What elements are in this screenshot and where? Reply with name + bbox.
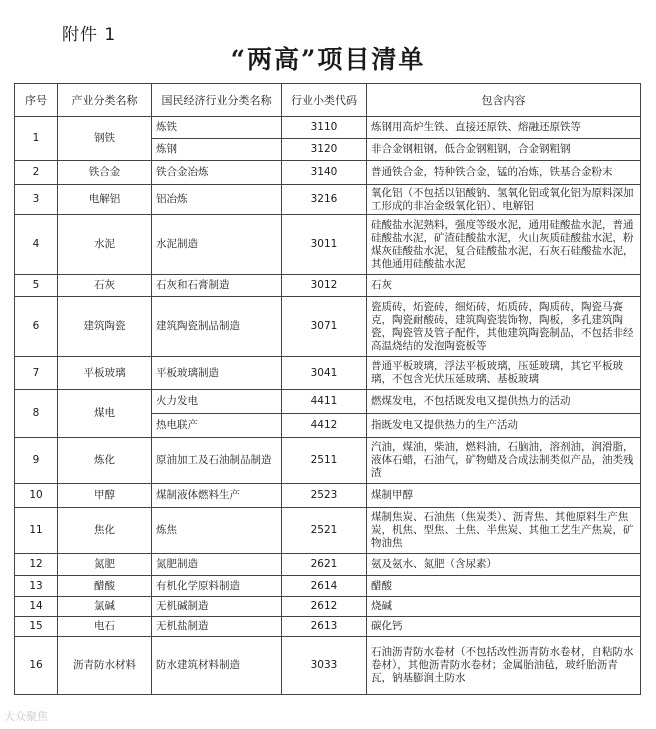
row-code: 3071 — [282, 297, 367, 357]
row-category: 电解铝 — [58, 185, 152, 215]
row-code: 2511 — [282, 438, 367, 484]
row-industry: 氮肥制造 — [152, 554, 282, 576]
row-number: 5 — [15, 275, 58, 297]
table-row — [15, 215, 641, 275]
row-industry: 水泥制造 — [152, 215, 282, 275]
row-number: 6 — [15, 297, 58, 357]
row-category: 沥青防水材料 — [58, 637, 152, 695]
row-category: 钢铁 — [58, 117, 152, 161]
column-header-content: 包含内容 — [367, 84, 641, 117]
row-category: 炼化 — [58, 438, 152, 484]
row-number: 12 — [15, 554, 58, 576]
row-code: 2612 — [282, 597, 367, 617]
row-content: 烧碱 — [367, 597, 641, 617]
row-code: 3012 — [282, 275, 367, 297]
row-number: 14 — [15, 597, 58, 617]
row-content: 非合金钢粗钢，低合金钢粗钢，合金钢粗钢 — [367, 139, 641, 161]
row-content: 汽油，煤油，柴油，燃料油，石脑油，溶剂油，润滑脂，液体石蜡，石油气，矿物蜡及合成法制类似产品，油类残渣 — [367, 438, 641, 484]
table-row — [15, 597, 641, 617]
row-industry: 防水建筑材料制造 — [152, 637, 282, 695]
row-category: 石灰 — [58, 275, 152, 297]
row-category: 氮肥 — [58, 554, 152, 576]
table-row — [15, 185, 641, 215]
row-number: 16 — [15, 637, 58, 695]
row-code: 2614 — [282, 576, 367, 597]
row-content: 普通平板玻璃，浮法平板玻璃，压延玻璃，其它平板玻璃，不包含光伏压延玻璃、基板玻璃 — [367, 357, 641, 390]
row-content: 氨及氨水、氮肥（含尿素） — [367, 554, 641, 576]
table-row — [15, 438, 641, 484]
column-header-industry: 国民经济行业分类名称 — [152, 84, 282, 117]
table-header-row — [15, 84, 641, 117]
table-row — [15, 275, 641, 297]
row-industry: 有机化学原料制造 — [152, 576, 282, 597]
row-code: 2621 — [282, 554, 367, 576]
row-code: 4412 — [282, 414, 367, 438]
table-row — [15, 637, 641, 695]
row-content: 石油沥青防水卷材（不包括改性沥青防水卷材，自粘防水卷材），其他沥青防水卷材；金属胎油毡，玻纤胎沥青瓦，钠基膨润土防水 — [367, 637, 641, 695]
table-row — [15, 297, 641, 357]
row-category: 铁合金 — [58, 161, 152, 185]
row-industry: 平板玻璃制造 — [152, 357, 282, 390]
row-content: 煤制甲醇 — [367, 484, 641, 508]
row-industry: 原油加工及石油制品制造 — [152, 438, 282, 484]
row-code: 3041 — [282, 357, 367, 390]
row-number: 3 — [15, 185, 58, 215]
row-content: 石灰 — [367, 275, 641, 297]
row-industry: 炼铁 — [152, 117, 282, 139]
row-code: 2613 — [282, 617, 367, 637]
row-number: 10 — [15, 484, 58, 508]
row-number: 9 — [15, 438, 58, 484]
watermark: 大众聚焦 — [4, 710, 48, 723]
row-number: 4 — [15, 215, 58, 275]
document-title: “两高”项目清单 — [230, 45, 426, 74]
row-content: 氧化铝（不包括以铝酸钠、氢氧化铝或氧化铝为原料深加工形成的非冶金级氧化铝）、电解铝 — [367, 185, 641, 215]
column-header-category: 产业分类名称 — [58, 84, 152, 117]
row-number: 8 — [15, 390, 58, 438]
row-industry: 炼钢 — [152, 139, 282, 161]
row-content: 煤制焦炭、石油焦（焦炭类）、沥青焦、其他原料生产焦炭，机焦、型焦、土焦、半焦炭、其他工艺生产焦炭，矿物油焦 — [367, 508, 641, 554]
row-content: 硅酸盐水泥熟料，强度等级水泥，通用硅酸盐水泥，普通硅酸盐水泥，矿渣硅酸盐水泥，火山灰质硅酸盐水泥，粉煤灰硅酸盐水泥，复合硅酸盐水泥，石灰石硅酸盐水泥，其他通用硅酸盐水泥 — [367, 215, 641, 275]
row-code: 3033 — [282, 637, 367, 695]
row-code: 2521 — [282, 508, 367, 554]
row-industry: 煤制液体燃料生产 — [152, 484, 282, 508]
row-content: 指既发电又提供热力的生产活动 — [367, 414, 641, 438]
row-code: 4411 — [282, 390, 367, 414]
row-industry: 火力发电 — [152, 390, 282, 414]
row-number: 15 — [15, 617, 58, 637]
row-category: 平板玻璃 — [58, 357, 152, 390]
row-industry: 炼焦 — [152, 508, 282, 554]
row-industry: 无机碱制造 — [152, 597, 282, 617]
column-header-code: 行业小类代码 — [282, 84, 367, 117]
row-industry: 石灰和石膏制造 — [152, 275, 282, 297]
row-content: 炼钢用高炉生铁、直接还原铁、熔融还原铁等 — [367, 117, 641, 139]
row-number: 2 — [15, 161, 58, 185]
row-category: 水泥 — [58, 215, 152, 275]
row-content: 普通铁合金，特种铁合金，锰的冶炼，铁基合金粉末 — [367, 161, 641, 185]
table-row — [15, 576, 641, 597]
row-category: 焦化 — [58, 508, 152, 554]
column-header-no: 序号 — [15, 84, 58, 117]
row-number: 13 — [15, 576, 58, 597]
table-row — [15, 554, 641, 576]
row-code: 3216 — [282, 185, 367, 215]
attachment-label: 附件 1 — [62, 25, 117, 45]
table-row — [15, 390, 641, 414]
row-number: 11 — [15, 508, 58, 554]
row-code: 3140 — [282, 161, 367, 185]
row-category: 电石 — [58, 617, 152, 637]
row-category: 醋酸 — [58, 576, 152, 597]
row-number: 1 — [15, 117, 58, 161]
row-industry: 热电联产 — [152, 414, 282, 438]
table-row — [15, 117, 641, 139]
row-code: 3110 — [282, 117, 367, 139]
row-number: 7 — [15, 357, 58, 390]
row-code: 2523 — [282, 484, 367, 508]
table-row — [15, 484, 641, 508]
row-content: 燃煤发电，不包括既发电又提供热力的活动 — [367, 390, 641, 414]
table-row — [15, 508, 641, 554]
project-list-table — [14, 83, 641, 695]
table-row — [15, 161, 641, 185]
row-code: 3011 — [282, 215, 367, 275]
row-category: 甲醇 — [58, 484, 152, 508]
row-industry: 建筑陶瓷制品制造 — [152, 297, 282, 357]
row-content: 碳化钙 — [367, 617, 641, 637]
row-industry: 铁合金冶炼 — [152, 161, 282, 185]
row-content: 醋酸 — [367, 576, 641, 597]
row-category: 煤电 — [58, 390, 152, 438]
row-category: 氯碱 — [58, 597, 152, 617]
table-row — [15, 617, 641, 637]
row-industry: 无机盐制造 — [152, 617, 282, 637]
row-category: 建筑陶瓷 — [58, 297, 152, 357]
row-industry: 铝冶炼 — [152, 185, 282, 215]
row-content: 瓷质砖，炻瓷砖，细炻砖，炻质砖，陶质砖，陶瓷马赛克，陶瓷耐酸砖，建筑陶瓷装饰物，陶板，多孔建筑陶瓷，陶瓷管及管子配件，其他建筑陶瓷制品，不包括非经高温烧结的发泡陶瓷板等 — [367, 297, 641, 357]
row-code: 3120 — [282, 139, 367, 161]
table-row — [15, 357, 641, 390]
